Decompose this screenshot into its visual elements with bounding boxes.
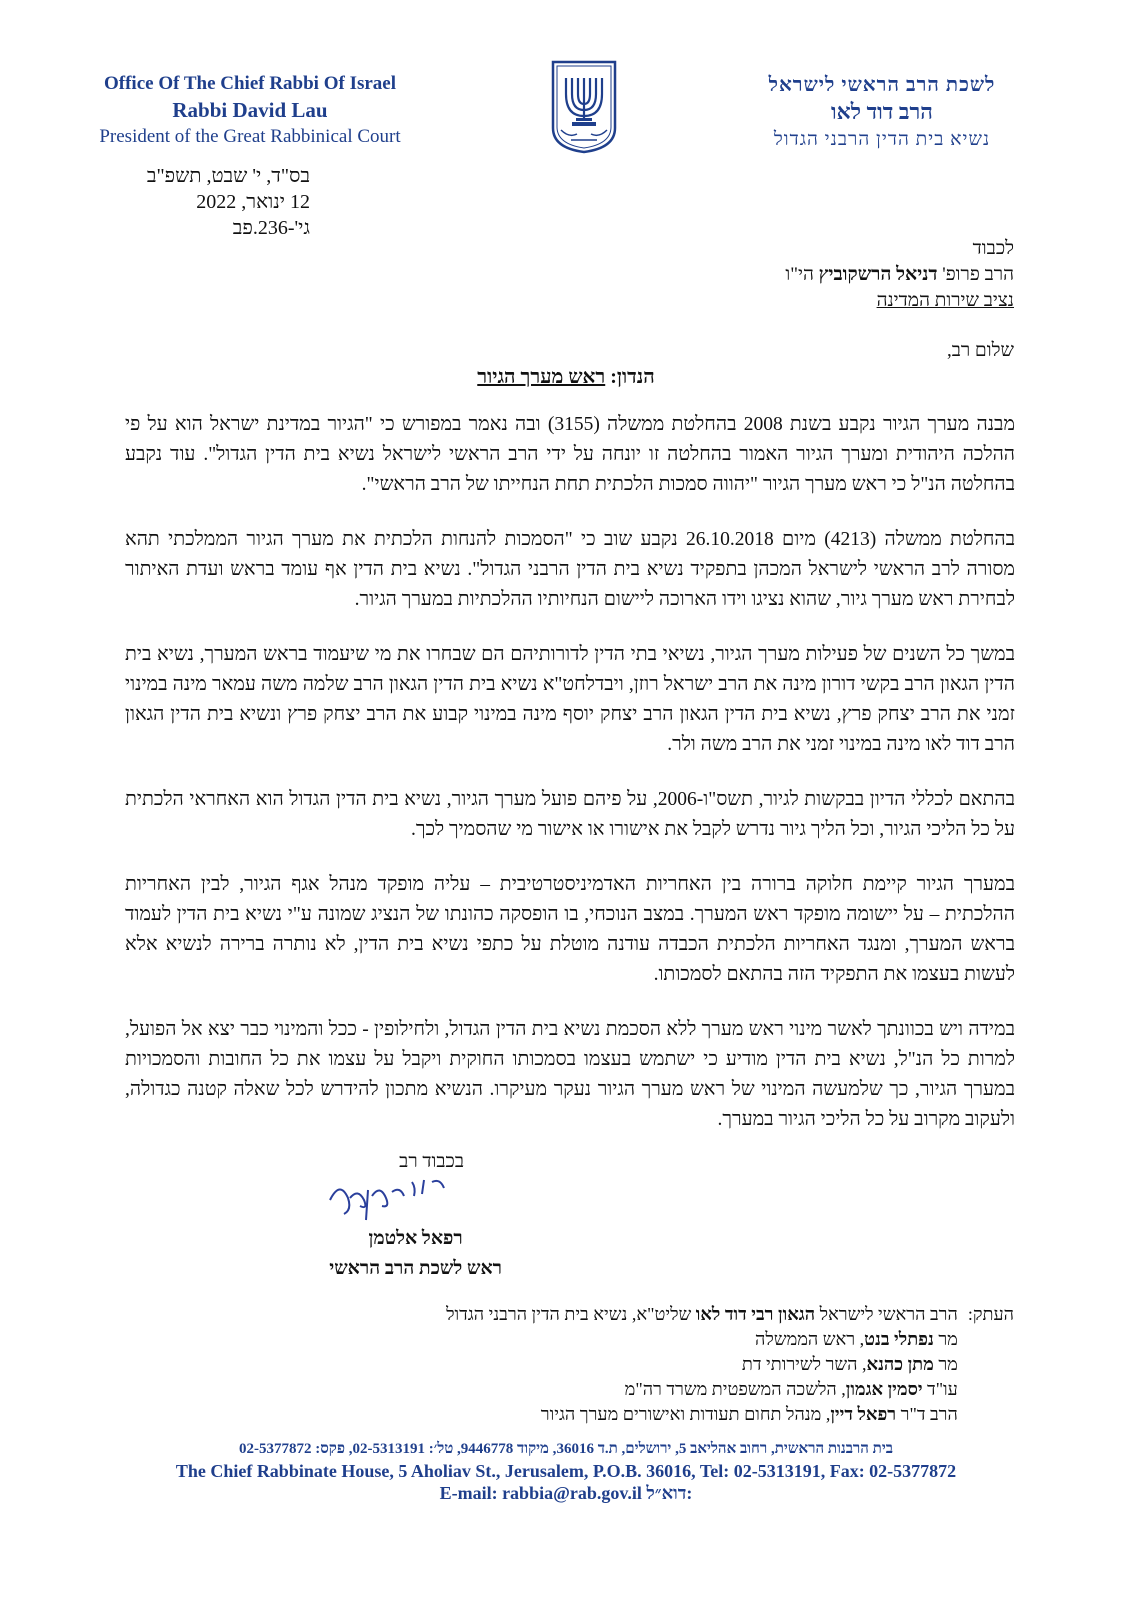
body-paragraph: במשך כל השנים של פעילות מערך הגיור, נשיאי בתי הדין לדורותיהם הם שבחרו את מי שיעמוד בראש המערך, נשיא בית הדין הגאון הרב בקשי דורון מינה את הרב ישראל רוזן, ויבדלחט"א נשיא בית הדין הגאון הרב שלמה משה עמאר מינה במינוי זמני את הרב יצחק פרץ, נשיא בית הדין הגאון הרב יצחק יוסף מינה במינוי קבוע את הרב יצחק פרץ ונשיא בית הדין הגאון הרב דוד לאו מינה במינוי זמני את הרב משה ולר. bbox=[125, 644, 1015, 755]
cc-post: , ראש הממשלה bbox=[755, 1329, 865, 1349]
cc-name: רפאל דיין bbox=[830, 1404, 897, 1424]
cc-name: יסמין אגמון bbox=[845, 1379, 923, 1399]
cc-pre: מר bbox=[933, 1329, 958, 1349]
cc-post: , הלשכה המשפטית משרד רה"מ bbox=[624, 1379, 846, 1399]
cc-list bbox=[446, 1302, 958, 1427]
signature bbox=[320, 1170, 460, 1230]
signer-name: רפאל אלטמן bbox=[368, 1228, 463, 1249]
letter-footer bbox=[0, 1438, 1132, 1504]
recipient-to: לכבוד bbox=[972, 238, 1014, 259]
cc-pre: מר bbox=[933, 1354, 958, 1374]
hebrew-date: בס"ד, י' שבט, תשפ"ב bbox=[146, 165, 310, 187]
reference-number: גי'-236.פב bbox=[232, 217, 310, 239]
footer-address-he: בית הרבנות הראשית, רחוב אהליאב 5, ירושלים, ת.ד 36016, מיקוד 9446778, טל׳: 02-5313191, פקס: 02-5377872 bbox=[239, 1441, 893, 1457]
cc-line bbox=[446, 1377, 958, 1402]
subject-value: ראש מערך הגיור bbox=[477, 366, 606, 388]
signer-title: ראש לשכת הרב הראשי bbox=[329, 1258, 502, 1279]
subject-line bbox=[0, 366, 1132, 389]
cc-label: העתק: bbox=[967, 1304, 1014, 1324]
menorah-emblem-icon bbox=[549, 58, 619, 154]
cc-line bbox=[446, 1302, 958, 1327]
cc-name: מתן כהנא bbox=[866, 1354, 934, 1374]
footer-address-en: The Chief Rabbinate House, 5 Aholiav St., Jerusalem, P.O.B. 36016, Tel: 02-5313191, Fax: 02-5377872 bbox=[175, 1461, 957, 1481]
recipient-name-line bbox=[785, 262, 1014, 288]
body-paragraph: במערך הגיור קיימת חלוקה ברורה בין האחריות האדמיניסטרטיבית – עליה מופקד מנהל אגף הגיור, לבין האחריות ההלכתית – על יישומה מופקד ראש המערך. במצב הנוכחי, בו הופסקה כהונתו של הנציג שמונה ע"י נשיא בית הדין לעמוד בראש המערך, ומנגד האחריות הלכתית הכבדה עודנה מוטלת על כתפי נשיא בית הדין, לא נותרה ברירה לנשיא אלא לעשות בעצמו את התפקיד הזה בהתאם לסמכותו. bbox=[125, 874, 1015, 985]
cc-post: שליט"א, נשיא בית הדין הרבני הגדול bbox=[446, 1304, 696, 1324]
cc-name: נפתלי בנט bbox=[864, 1329, 934, 1349]
letter-body bbox=[125, 410, 1015, 1160]
cc-post: , מנהל תחום תעודות ואישורים מערך הגיור bbox=[540, 1404, 831, 1424]
recipient-block bbox=[785, 236, 1014, 314]
recipient-prefix: הרב פרופ' bbox=[937, 264, 1014, 285]
signer-block bbox=[329, 1224, 502, 1284]
recipient-suffix: הי"ו bbox=[785, 264, 819, 285]
body-paragraph: מבנה מערך הגיור נקבע בשנת 2008 בהחלטת ממשלה (3155) ובה נאמר במפורש כי "הגיור במדינת ישראל הוא על פי ההלכה היהודית ומערך הגיור האמור בהחלטה זו יונחה על ידי הרב הראשי לישראל נשיא בית הדין הגדול". עוד נקבע בהחלטה הנ"ל כי ראש מערך הגיור "יהווה סמכות הלכתית תחת הנחייתו של הרב הראשי". bbox=[125, 414, 1016, 495]
cc-pre: הרב הראשי לישראל bbox=[815, 1304, 958, 1324]
office-title-en: Office Of The Chief Rabbi Of Israel bbox=[103, 73, 396, 94]
subject-label: הנדון: bbox=[610, 366, 655, 388]
body-paragraph: בהחלטת ממשלה (4213) מיום 26.10.2018 נקבע שוב כי "הסמכות להנחות הלכתית את מערך הגיור הממלכתי תהא מסורה לרב הראשי לישראל המכהן בתפקיד נשיא בית הדין הרבני הגדול". נשיא בית הדין אף עומד בראש ועדת האיתור לבחירת ראש מערך גיור, שהוא נציגו וידו הארוכה ליישום הנחיותיו ההלכתיות במערך הגיור. bbox=[125, 529, 1015, 610]
cc-pre: הרב ד"ר bbox=[896, 1404, 958, 1424]
cc-line bbox=[446, 1402, 958, 1427]
letter-meta bbox=[120, 163, 310, 241]
office-title-he: לשכת הרב הראשי לישראל bbox=[768, 74, 996, 96]
footer-email: E-mail: rabbia@rab.gov.il bbox=[439, 1483, 642, 1503]
rabbi-name-he: הרב דוד לאו bbox=[831, 99, 933, 124]
cc-name: הגאון רבי דוד לאו bbox=[695, 1304, 816, 1324]
recipient-role: נציב שירות המדינה bbox=[876, 290, 1014, 311]
letterhead-hebrew bbox=[732, 72, 1032, 154]
cc-line bbox=[446, 1327, 958, 1352]
gregorian-date: 12 ינואר, 2022 bbox=[196, 191, 310, 213]
rabbi-title-he: נשיא בית הדין הרבני הגדול bbox=[773, 129, 991, 150]
recipient-name: דניאל הרשקוביץ bbox=[818, 264, 938, 285]
rabbi-name-en: Rabbi David Lau bbox=[172, 98, 328, 122]
footer-email-label: דוא״ל: bbox=[646, 1483, 693, 1503]
cc-block bbox=[446, 1302, 1014, 1427]
letterhead-english bbox=[80, 72, 420, 150]
closing: בכבוד רב bbox=[399, 1151, 464, 1172]
greeting: שלום רב, bbox=[946, 340, 1014, 361]
cc-pre: עו"ד bbox=[922, 1379, 958, 1399]
cc-post: , השר לשירותי דת bbox=[741, 1354, 867, 1374]
body-paragraph: בהתאם לכללי הדיון בבקשות לגיור, תשס"ו-2006, על פיהם פועל מערך הגיור, נשיא בית הדין הגדול הוא האחראי הלכתית על כל הליכי הגיור, וכל הליך גיור נדרש לקבל את אישורו או אישור מי שהסמיך לכך. bbox=[125, 789, 1015, 840]
footer-email-line bbox=[0, 1482, 1132, 1504]
cc-line bbox=[446, 1352, 958, 1377]
rabbi-title-en: President of the Great Rabbinical Court bbox=[99, 126, 401, 147]
body-paragraph: במידה ויש בכוונתך לאשר מינוי ראש מערך ללא הסכמת נשיא בית הדין הגדול, ולחילופין - ככל והמינוי כבר יצא אל הפועל, למרות כל הנ"ל, נשיא בית הדין מודיע כי ישתמש בעצמו בסמכותו החוקית ויקבל על עצמו את כל החובות והסמכויות במערך הגיור, כך שלמעשה המינוי של ראש מערך הגיור נעקר מעיקרו. הנשיא מתכון להידרש לכל שאלה קטנה כגדולה, ולעקוב מקרוב על כל הליכי הגיור במערך. bbox=[125, 1019, 1015, 1130]
